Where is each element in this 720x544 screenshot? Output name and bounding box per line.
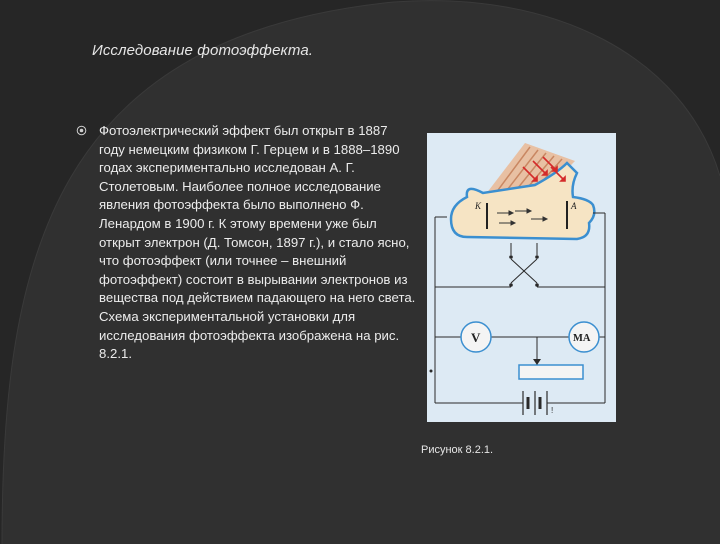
figure-8-2-1 <box>427 133 616 422</box>
battery-label: ! <box>551 406 554 415</box>
figure-caption: Рисунок 8.2.1. <box>421 444 494 456</box>
rheostat-slider <box>533 359 541 365</box>
anode-label: A <box>571 201 577 211</box>
bullet-icon <box>76 125 87 136</box>
rheostat <box>519 365 583 379</box>
voltmeter <box>461 322 491 352</box>
body-paragraph: Фотоэлектрический эффект был открыт в 1887 году немецким физиком Г. Герцем и в 1888–1890 годах экспериментально исследован А. Г. Столетовым. Наиболее полное исследование явления фотоэффекта было выполнено Ф. Ленардом в 1900 г. К этому времени уже был открыт электрон (Д. Томсон, 1897 г.), и стало ясно, что фотоэффект (или точнее – внешний фотоэффект) состоит в вырывании электронов из вещества под действием падающего на него света. Схема экспериментальной установки для исследования фотоэффекта изображена на рис. 8.2.1. <box>99 123 416 362</box>
voltmeter-label: V <box>471 330 481 345</box>
battery <box>523 391 547 415</box>
photoeffect-circuit-diagram <box>427 133 616 422</box>
milliammeter <box>569 322 599 352</box>
milliammeter-label: MA <box>573 333 591 344</box>
cathode-label: K <box>475 201 482 211</box>
slide-title: Исследование фотоэффекта. <box>92 42 314 59</box>
